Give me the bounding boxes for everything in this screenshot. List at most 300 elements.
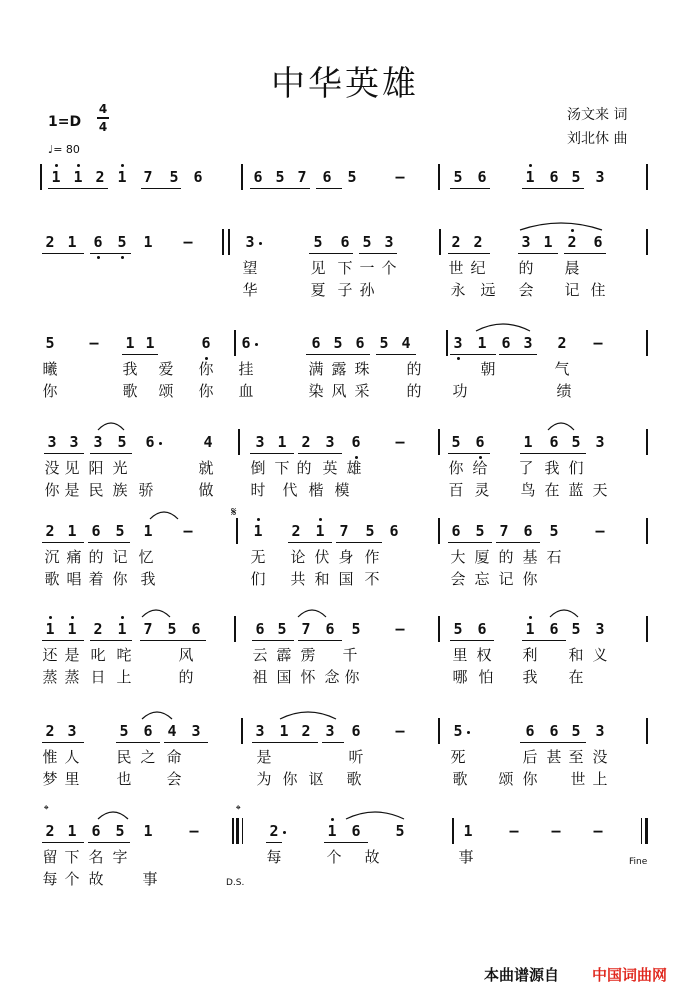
lyric-verse-1: 和 [568,646,584,664]
lyric-verse-1: 就 [198,459,214,477]
note: 1 [279,722,289,740]
lyric-verse-1: 挂 [238,360,254,378]
lyric-verse-2: 蒸 [64,668,80,686]
note: 5 [45,334,55,352]
lyric-verse-2: 你 [522,570,538,588]
lyric-verse-1: 伏 [314,548,330,566]
note: 2 [301,722,311,740]
lyric-verse-2: 孙 [359,281,375,299]
lyric-verse-1: 下 [64,848,80,866]
time-numerator: 4 [98,102,108,116]
lyric-verse-1: 晨 [564,259,580,277]
note: – [183,233,193,251]
lyric-verse-2: 蓝 [568,481,584,499]
note: 6 [351,822,361,840]
lyric-verse-1: 雳 [300,646,316,664]
lyric-verse-2: 每 [42,870,58,888]
note: 5 [475,522,485,540]
lyric-verse-1: 听 [348,748,364,766]
note: 6 [451,522,461,540]
tie-slur [298,610,326,617]
lyric-verse-1: 甚 [546,748,562,766]
lyric-verse-1: 名 [88,848,104,866]
lyric-verse-2: 也 [116,770,132,788]
lyric-verse-1: 叱 [90,646,106,664]
note: – [395,168,405,186]
key-signature: 1=D [48,114,82,130]
lyric-verse-2: 你 [44,481,60,499]
note: 6 [91,522,101,540]
lyric-verse-2: 采 [354,382,370,400]
lyric-verse-2: 国 [276,668,292,686]
note: 5 [453,168,463,186]
note: 2 [451,233,461,251]
lyric-verse-1: 气 [554,360,570,378]
note: 7 [143,620,153,638]
lyric-verse-1: 你 [448,459,464,477]
tie-slur [142,712,172,719]
lyric-verse-1: 千 [342,646,358,664]
lyric-verse-2: 会 [450,570,466,588]
lyric-verse-1: 论 [290,548,306,566]
note: 5 [119,722,129,740]
lyric-verse-2: 会 [518,281,534,299]
lyric-verse-2: 的 [406,382,422,400]
lyric-verse-2: 颂 [158,382,174,400]
note: 5 [275,168,285,186]
lyric-verse-1: 的 [296,459,312,477]
note: 1 [45,620,55,638]
note: 5 [167,620,177,638]
note: 6 [549,433,559,451]
note: 3 [255,433,265,451]
lyric-verse-1: 每 [266,848,282,866]
composer-credit: 刘北休 曲 [567,131,628,147]
lyric-verse-1: 朝 [480,360,496,378]
note: 1 [327,822,337,840]
lyric-verse-1: 见 [64,459,80,477]
tempo-value: = 80 [53,143,80,156]
lyric-verse-2: 民 [88,481,104,499]
tie-slur [346,812,404,819]
lyric-verse-1: 下 [274,459,290,477]
note: – [551,822,561,840]
lyric-verse-1: 霹 [276,646,292,664]
note: 3 [384,233,394,251]
note: 5 [571,722,581,740]
lyric-verse-1: 无 [250,548,266,566]
tie-slur [476,324,530,331]
note: 6 [525,722,535,740]
note: 3 [93,433,103,451]
note: 5 [277,620,287,638]
note: 1 [67,620,77,638]
lyric-verse-2: 记 [498,570,514,588]
note: 6 [91,822,101,840]
lyric-verse-2: 梦 [42,770,58,788]
note: – [395,620,405,638]
lyric-verse-2: 念 [324,668,340,686]
note: 6 [549,168,559,186]
lyric-verse-2: 风 [331,382,347,400]
note: 5 [395,822,405,840]
lyric-verse-2: 和 [314,570,330,588]
lyric-verse-2: 世 [570,770,586,788]
lyric-verse-2: 祖 [252,668,268,686]
note: 6 [143,722,153,740]
note: 1 [525,168,535,186]
lyric-verse-2: 你 [522,770,538,788]
lyric-verse-1: 你 [198,360,214,378]
lyric-verse-1: 个 [326,848,342,866]
lyric-verse-1: 还 [42,646,58,664]
note: 6 [193,168,203,186]
tie-slur [150,512,178,519]
lyric-verse-1: 利 [522,646,538,664]
note: 6 [253,168,263,186]
note: – [595,522,605,540]
note: 5 [115,522,125,540]
ds-mark: D.S. [226,878,245,888]
note: 5 [571,620,581,638]
note: 1 [67,233,77,251]
segno-mark-1: 𝄋 [231,505,237,520]
lyric-verse-2: 你 [198,382,214,400]
lyric-verse-2: 上 [592,770,608,788]
note: 5 [347,168,357,186]
note: 6 [355,334,365,352]
lyric-verse-1: 命 [166,748,182,766]
lyric-verse-2: 族 [112,481,128,499]
lyric-verse-2: 鸟 [520,481,536,499]
lyric-verse-2: 上 [116,668,132,686]
lyric-verse-2: 在 [544,481,560,499]
lyric-verse-2: 记 [564,281,580,299]
lyric-verse-1: 作 [364,548,380,566]
lyric-verse-2: 代 [282,481,298,499]
lyric-verse-1: 爱 [158,360,174,378]
source-site-link[interactable]: 中国词曲网 [592,966,668,984]
coda-mark-2: 𝄌 [236,803,241,818]
lyric-verse-1: 曦 [42,360,58,378]
lyric-verse-2: 歌 [122,382,138,400]
lyric-verse-1: 没 [44,459,60,477]
lyric-verse-1: 云 [252,646,268,664]
lyric-verse-1: 是 [64,646,80,664]
note: 5 [453,620,463,638]
quarter-note-icon: ♩ [48,143,54,156]
lyric-verse-1: 事 [458,848,474,866]
lyric-verse-1: 倒 [250,459,266,477]
note: 1 [143,522,153,540]
lyric-verse-1: 忆 [138,548,154,566]
note: 2 [45,722,55,740]
note: 6 [593,233,603,251]
note: 3 [191,722,201,740]
note: 4 [203,433,213,451]
note: 1 [117,620,127,638]
note: 3 [595,722,605,740]
lyric-verse-1: 字 [112,848,128,866]
lyric-verse-1: 光 [112,459,128,477]
note: 1 [477,334,487,352]
note: 7 [301,620,311,638]
lyric-verse-2: 日 [90,668,106,686]
lyric-verse-2: 子 [337,281,353,299]
note: 5 [362,233,372,251]
lyric-verse-1: 下 [337,259,353,277]
lyric-verse-1: 身 [338,548,354,566]
lyricist-credit: 汤文来 词 [567,107,628,123]
note: 1 [73,168,83,186]
lyric-verse-2: 做 [198,481,214,499]
tie-slur [550,610,578,617]
note: – [509,822,519,840]
lyric-verse-1: 个 [381,259,397,277]
lyric-verse-2: 我 [140,570,156,588]
lyric-verse-1: 阳 [88,459,104,477]
lyric-verse-1: 义 [592,646,608,664]
lyric-verse-2: 事 [142,870,158,888]
lyric-verse-2: 不 [364,570,380,588]
lyric-verse-1: 留 [42,848,58,866]
lyric-verse-2: 天 [592,481,608,499]
lyric-verse-2: 们 [250,570,266,588]
lyric-verse-2: 歌 [44,570,60,588]
note: 2 [301,433,311,451]
lyric-verse-1: 的 [88,548,104,566]
note: 6 [549,722,559,740]
lyric-verse-1: 没 [592,748,608,766]
lyric-verse-2: 你 [344,668,360,686]
lyric-verse-2: 灵 [474,481,490,499]
note: 6 [325,620,335,638]
note: 1 [143,233,153,251]
lyric-verse-1: 珠 [354,360,370,378]
lyric-verse-1: 英 [322,459,338,477]
lyric-verse-1: 咤 [116,646,132,664]
note: 5 [453,722,463,740]
song-title: 中华英雄 [271,64,419,104]
note: 1 [543,233,553,251]
note: 2 [567,233,577,251]
lyric-verse-1: 故 [364,848,380,866]
note: 3 [453,334,463,352]
lyric-verse-1: 的 [498,548,514,566]
lyric-verse-1: 记 [112,548,128,566]
note: 7 [499,522,509,540]
lyric-verse-1: 的 [518,259,534,277]
lyric-verse-2: 怕 [478,668,494,686]
lyric-verse-1: 人 [64,748,80,766]
note: 6 [191,620,201,638]
note: – [593,334,603,352]
tie-slur [98,812,128,819]
lyric-verse-1: 权 [476,646,492,664]
note: 7 [297,168,307,186]
lyric-verse-1: 至 [568,748,584,766]
lyric-verse-1: 我 [122,360,138,378]
note: 1 [67,822,77,840]
lyric-verse-1: 们 [568,459,584,477]
lyric-verse-2: 蒸 [42,668,58,686]
note: 6 [311,334,321,352]
note: 5 [169,168,179,186]
note: 6 [340,233,350,251]
note: 1 [315,522,325,540]
lyric-verse-2: 住 [590,281,606,299]
note: 6 [477,620,487,638]
lyric-verse-1: 惟 [42,748,58,766]
note: 6 [475,433,485,451]
note: 5 [351,620,361,638]
note: 1 [143,822,153,840]
note: 6 [523,522,533,540]
note: 1 [125,334,135,352]
lyric-verse-1: 给 [472,459,488,477]
lyric-verse-1: 沉 [44,548,60,566]
note: – [395,433,405,451]
note: 3 [595,620,605,638]
note: 5 [115,822,125,840]
note: 6 [477,168,487,186]
lyric-verse-1: 纪 [470,259,486,277]
note: 5 [451,433,461,451]
lyric-verse-1: 风 [178,646,194,664]
note: 5 [313,233,323,251]
note: 2 [269,822,279,840]
lyric-verse-1: 我 [544,459,560,477]
lyric-verse-2: 远 [480,281,496,299]
note: 1 [525,620,535,638]
lyric-verse-2: 哪 [452,668,468,686]
lyric-verse-2: 共 [290,570,306,588]
lyric-verse-2: 歌 [346,770,362,788]
note: 4 [401,334,411,352]
note: – [183,522,193,540]
lyric-verse-2: 你 [42,382,58,400]
tie-slur [98,423,124,430]
note: 1 [523,433,533,451]
lyric-verse-1: 石 [546,548,562,566]
note: 5 [549,522,559,540]
lyric-verse-1: 是 [256,748,272,766]
note: 3 [521,233,531,251]
note: 6 [241,334,251,352]
lyric-verse-2: 染 [308,382,324,400]
lyric-verse-1: 里 [452,646,468,664]
lyric-verse-1: 大 [450,548,466,566]
note: 5 [571,168,581,186]
lyric-verse-1: 满 [308,360,324,378]
lyric-verse-1: 露 [331,360,347,378]
note: 3 [245,233,255,251]
lyric-verse-2: 是 [64,481,80,499]
note: 6 [93,233,103,251]
lyric-verse-2: 着 [88,570,104,588]
lyric-verse-1: 后 [522,748,538,766]
lyric-verse-1: 一 [359,259,375,277]
note: 3 [325,433,335,451]
lyric-verse-2: 华 [242,281,258,299]
lyric-verse-2: 模 [334,481,350,499]
note: 5 [117,233,127,251]
note: 6 [322,168,332,186]
note: 1 [463,822,473,840]
note: 5 [365,522,375,540]
lyric-verse-1: 痛 [66,548,82,566]
tie-slur [520,223,602,230]
tie-slur [142,610,170,617]
lyric-verse-2: 永 [450,281,466,299]
note: 6 [351,722,361,740]
note: 6 [145,433,155,451]
lyric-verse-2: 绩 [556,382,572,400]
coda-mark-1: 𝄌 [44,803,49,818]
note: 2 [45,233,55,251]
lyric-verse-1: 见 [310,259,326,277]
lyric-verse-2: 讴 [308,770,324,788]
lyric-verse-1: 民 [116,748,132,766]
source-label: 本曲谱源自 [484,966,560,984]
lyric-verse-2: 国 [338,570,354,588]
note: 2 [473,233,483,251]
lyric-verse-2: 血 [238,382,254,400]
fine-mark: Fine [629,857,648,867]
lyric-verse-2: 故 [88,870,104,888]
lyric-verse-1: 的 [406,360,422,378]
lyric-verse-1: 死 [450,748,466,766]
note: 2 [45,522,55,540]
note: 2 [291,522,301,540]
lyric-verse-2: 在 [568,668,584,686]
note: 1 [253,522,263,540]
note: 6 [201,334,211,352]
note: 3 [255,722,265,740]
lyric-verse-1: 世 [448,259,464,277]
lyric-verse-1: 了 [518,459,534,477]
note: 1 [51,168,61,186]
note: 3 [67,722,77,740]
tie-slur [548,423,574,430]
lyric-verse-2: 歌 [452,770,468,788]
lyric-verse-2: 功 [452,382,468,400]
note: – [395,722,405,740]
note: – [89,334,99,352]
note: 5 [379,334,389,352]
note: 3 [595,433,605,451]
note: 2 [45,822,55,840]
lyric-verse-2: 个 [64,870,80,888]
lyric-verse-2: 百 [448,481,464,499]
lyric-verse-1: 厦 [474,548,490,566]
lyric-verse-2: 你 [112,570,128,588]
note: 1 [117,168,127,186]
note: 6 [351,433,361,451]
lyric-verse-2: 怀 [300,668,316,686]
lyric-verse-2: 时 [250,481,266,499]
lyric-verse-1: 雄 [346,459,362,477]
lyric-verse-2: 颂 [498,770,514,788]
note: 6 [255,620,265,638]
note: 7 [339,522,349,540]
tie-slur [280,712,336,719]
lyric-verse-1: 之 [140,748,156,766]
lyric-verse-1: 基 [522,548,538,566]
note: 3 [595,168,605,186]
note: 6 [389,522,399,540]
note: 1 [67,522,77,540]
